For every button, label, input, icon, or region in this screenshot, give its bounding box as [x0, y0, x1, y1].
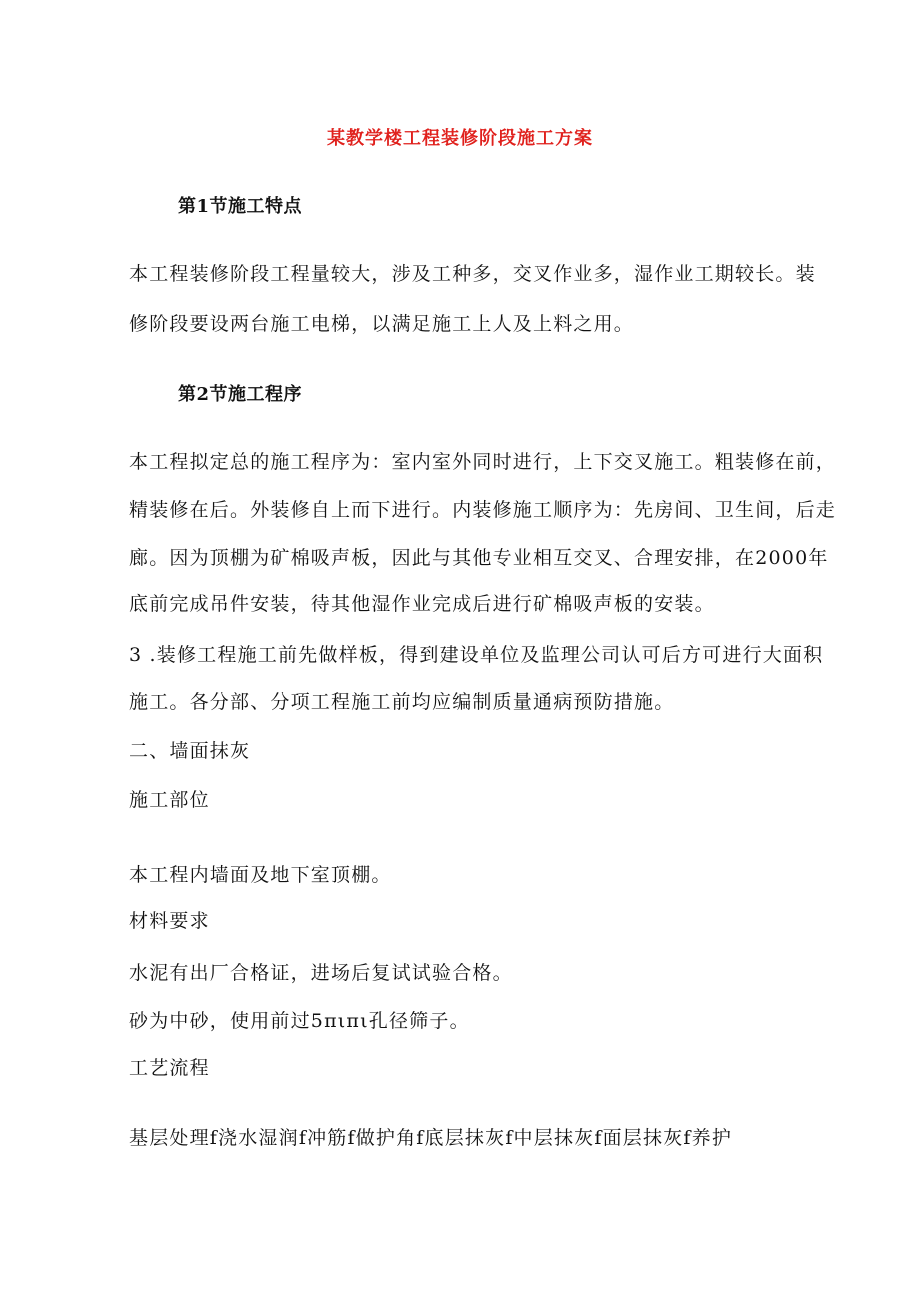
material-requirements-label: 材料要求 — [129, 910, 210, 932]
process-flow-text: 基层处理f浇水湿润f冲筋f做护角f底层抹灰f中层抹灰f面层抹灰f养护 — [129, 1127, 733, 1149]
wall-plaster-heading: 二、墙面抹灰 — [129, 740, 251, 762]
section-2-line-4: 底前完成吊件安装，待其他湿作业完成后进行矿棉吸声板的安装。 — [129, 593, 715, 615]
section-2-heading: 第2节施工程序 — [178, 384, 303, 405]
section-1-line-1: 本工程装修阶段工程量较大，涉及工种多，交叉作业多，湿作业工期较长。装 — [129, 263, 816, 285]
section-2-line-1: 本工程拟定总的施工程序为：室内室外同时进行，上下交叉施工。粗装修在前， — [129, 451, 837, 473]
section-2-line-5: 3 .装修工程施工前先做样板，得到建设单位及监理公司认可后方可进行大面积 — [129, 644, 824, 666]
material-line-2: 砂为中砂，使用前过5πιπι孔径筛子。 — [129, 1010, 470, 1032]
construction-location-text: 本工程内墙面及地下室顶棚。 — [129, 864, 392, 886]
section-2-line-6: 施工。各分部、分项工程施工前均应编制质量通病预防措施。 — [129, 691, 675, 713]
document-title: 某教学楼工程装修阶段施工方案 — [327, 128, 593, 149]
process-flow-label: 工艺流程 — [129, 1057, 210, 1079]
section-1-heading: 第1节施工特点 — [178, 196, 303, 217]
section-2-line-2: 精装修在后。外装修自上而下进行。内装修施工顺序为：先房间、卫生间，后走 — [129, 499, 837, 521]
section-2-line-3: 廊。因为顶棚为矿棉吸声板，因此与其他专业相互交叉、合理安排，在2000年 — [129, 547, 829, 569]
construction-location-label: 施工部位 — [129, 789, 210, 811]
material-line-1: 水泥有出厂合格证，进场后复试试验合格。 — [129, 962, 513, 984]
section-1-line-2: 修阶段要设两台施工电梯，以满足施工上人及上料之用。 — [129, 313, 635, 335]
